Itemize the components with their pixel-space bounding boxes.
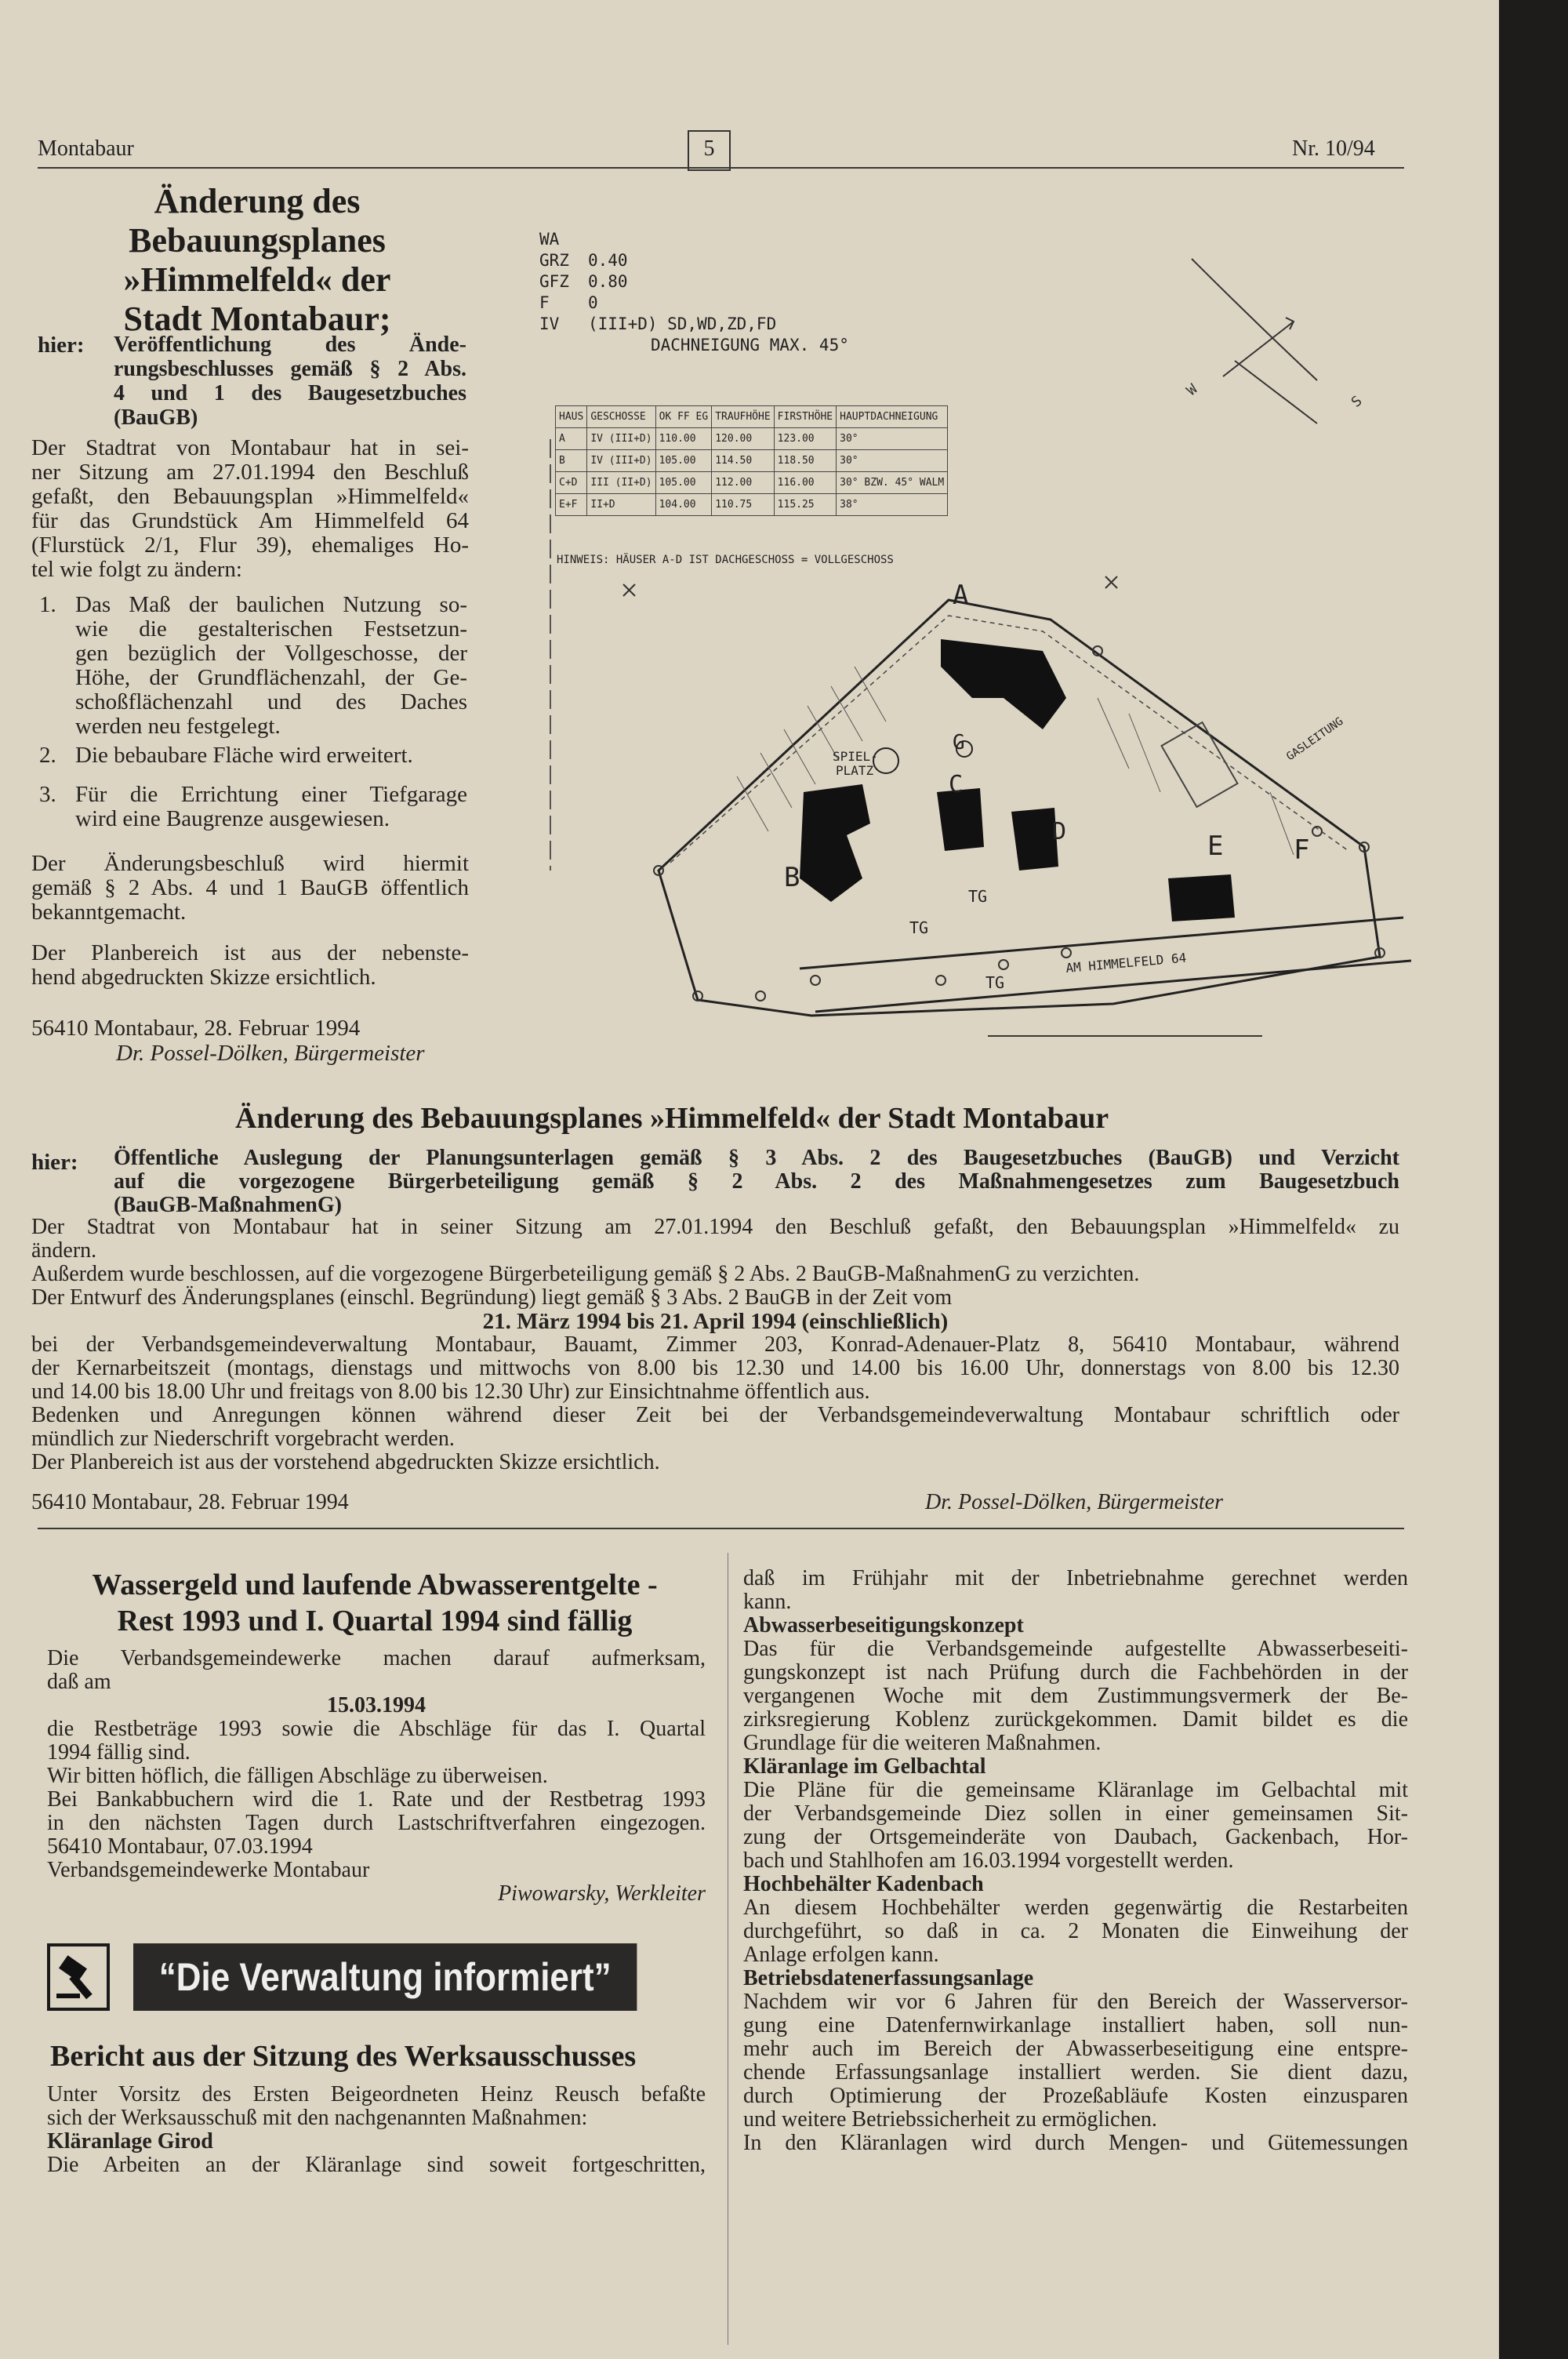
right-line: gungskonzept ist nach Prüfung durch die Fachbehörden in der [743, 1660, 1408, 1685]
right-subheading: Kläranlage im Gelbachtal [743, 1754, 986, 1779]
item-number: 3. [39, 782, 56, 807]
article3-date: 15.03.1994 [327, 1693, 426, 1717]
table-cell: 105.00 [655, 450, 712, 472]
table-header-cell: OK FF EG [655, 406, 712, 428]
article2-place-date: 56410 Montabaur, 28. Februar 1994 [31, 1490, 349, 1514]
building-d [1011, 808, 1058, 871]
table-cell: 38° [837, 494, 948, 516]
article3-body [47, 1647, 706, 1906]
table-cell: III (II+D) [587, 472, 655, 494]
article1-hier-label: hier: [38, 333, 85, 358]
zoning-value: (III+D) SD,WD,ZD,FD [588, 314, 777, 333]
table-header-cell: FIRSTHÖHE [774, 406, 836, 428]
building-a [941, 639, 1066, 729]
right-column [743, 1567, 1408, 2155]
article1-subject-line: (BauGB) [114, 405, 198, 430]
right-subheading: Betriebsdatenerfassungsanlage [743, 1966, 1034, 1990]
article2-line: Der Planbereich ist aus der vorstehend abgedruckten Skizze ersichtlich. [31, 1450, 660, 1474]
table-cell: 30° [837, 450, 948, 472]
table-cell: IV (III+D) [587, 428, 655, 450]
article1-subject-line: Veröffentlichung des Ände- [114, 333, 466, 357]
article1-title-line: »Himmelfeld« der [123, 260, 391, 299]
article3-place-date: 56410 Montabaur, 07.03.1994 [47, 1834, 313, 1859]
article4-subheading: Kläranlage Girod [47, 2129, 213, 2154]
building-e-f [1168, 874, 1235, 921]
zoning-value: 0.40 [588, 251, 628, 270]
article2-title: Änderung des Bebauungsplanes »Himmelfeld« der Stadt Montabaur [235, 1102, 1109, 1135]
article1-intro-line: tel wie folgt zu ändern: [31, 557, 242, 582]
article4-line: Die Arbeiten an der Kläranlage sind soweit fortgeschritten, [47, 2153, 706, 2177]
article1-intro-line: Der Stadtrat von Montabaur hat in sei- [31, 435, 469, 460]
right-line: Nachdem wir vor 6 Jahren für den Bereich der Wasserversor- [743, 1990, 1408, 2014]
item-text [75, 743, 467, 768]
table-cell: E+F [556, 494, 587, 516]
article1-intro-line: ner Sitzung am 27.01.1994 den Beschluß [31, 460, 469, 485]
article1-intro-line: für das Grundstück Am Himmelfeld 64 [31, 508, 469, 533]
article3-title-line: Rest 1993 und I. Quartal 1994 sind fällig [117, 1605, 633, 1637]
compass-icon [1192, 259, 1317, 423]
table-cell: 118.50 [774, 450, 836, 472]
zoning-value: 0 [588, 293, 598, 312]
table-cell: 30° BZW. 45° WALM [837, 472, 948, 494]
table-cell: 116.00 [774, 472, 836, 494]
article1-subject [114, 333, 466, 430]
article3-title [38, 1567, 712, 1639]
table-cell: 114.50 [712, 450, 774, 472]
compass-w: W [1183, 380, 1201, 399]
street-label: AM HIMMELFELD 64 [1065, 950, 1187, 976]
article1-plan-ref [31, 941, 469, 990]
article2-line: der Kernarbeitszeit (montags, dienstags und mittwochs von 8.00 bis 12.30 und 14.00 bis 16.00 Uhr, donnerstags von 8.00 bis 12.30 [31, 1356, 1399, 1380]
tg-label: TG [968, 887, 988, 906]
right-line: In den Kläranlagen wird durch Mengen- und Gütemessungen [743, 2131, 1408, 2155]
item-line: wie die gestalterischen Festsetzun- [75, 616, 467, 642]
right-line: mehr auch im Bereich der Abwasserbeseitigung eine entspre- [743, 2037, 1408, 2061]
table-cell: C+D [556, 472, 587, 494]
house-label-d: D [1052, 818, 1067, 845]
zoning-value: DACHNEIGUNG MAX. 45° [651, 336, 849, 354]
article1-title-line: Stadt Montabaur; [123, 300, 391, 338]
table-cell: 115.25 [774, 494, 836, 516]
article3-line: Die Verbandsgemeindewerke machen darauf aufmerksam, [47, 1646, 706, 1670]
table-cell: A [556, 428, 587, 450]
house-label-f: F [1294, 834, 1310, 866]
article3-org: Verbandsgemeindewerke Montabaur [47, 1858, 370, 1882]
article4-title: Bericht aus der Sitzung des Werksausschusses [50, 2040, 637, 2073]
right-line: Grundlage für die weiteren Maßnahmen. [743, 1731, 1102, 1755]
item-line: wird eine Baugrenze ausgewiesen. [75, 806, 390, 831]
item-number: 2. [39, 743, 56, 768]
zoning-value: 0.80 [588, 272, 628, 291]
header-issue: Nr. 10/94 [1292, 136, 1375, 161]
house-label-g: G [953, 731, 965, 754]
table-cell: 123.00 [774, 428, 836, 450]
notice-line: Der Änderungsbeschluß wird hiermit [31, 851, 469, 876]
article1-signature: Dr. Possel-Dölken, Bürgermeister [116, 1041, 425, 1066]
item-text [75, 783, 467, 831]
article3-signature: Piwowarsky, Werkleiter [498, 1881, 706, 1906]
article2-dates: 21. März 1994 bis 21. April 1994 (einschließlich) [482, 1309, 949, 1334]
item-line: Höhe, der Grundflächenzahl, der Ge- [75, 665, 467, 690]
article1-place-date: 56410 Montabaur, 28. Februar 1994 [31, 1016, 361, 1041]
table-header-cell: TRAUFHÖHE [712, 406, 774, 428]
house-label-a: A [953, 580, 969, 611]
zoning-key: IV [539, 314, 560, 333]
article4-line: Unter Vorsitz des Ersten Beigeordneten Heinz Reusch befaßte [47, 2082, 706, 2106]
article2-line: Der Entwurf des Änderungsplanes (einschl. Begründung) liegt gemäß § 3 Abs. 2 BauGB in der Zeit vom [31, 1285, 953, 1310]
article3-line: 1994 fällig sind. [47, 1740, 191, 1765]
house-label-c: C [949, 771, 964, 798]
item-line: schoßflächenzahl und des Daches [75, 689, 467, 714]
table-cell: II+D [587, 494, 655, 516]
table-cell: 104.00 [655, 494, 712, 516]
right-line: vergangenen Woche mit dem Zustimmungsvermerk der Be- [743, 1684, 1408, 1708]
article1-subject-line: rungsbeschlusses gemäß § 2 Abs. [114, 357, 466, 381]
article1-subject-line: 4 und 1 des Baugesetzbuches [114, 381, 466, 405]
item-line: Für die Errichtung einer Tiefgarage [75, 782, 467, 807]
article2-line: und 14.00 bis 18.00 Uhr und freitags von 8.00 bis 12.30 Uhr) zur Einsichtnahme öffentlich aus. [31, 1379, 870, 1404]
right-line: und weitere Betriebssicherheit zu ermöglichen. [743, 2107, 1157, 2132]
article-himmelfeld-change [38, 182, 477, 339]
right-line: An diesem Hochbehälter werden gegenwärtig die Restarbeiten [743, 1896, 1408, 1920]
compass-s: S [1348, 392, 1366, 411]
item-line: gen bezüglich der Vollgeschosse, der [75, 641, 467, 666]
zoning-key: GFZ [539, 272, 569, 291]
right-line: zung der Ortsgemeinderäte von Daubach, Gackenbach, Hor- [743, 1825, 1408, 1849]
article2-hier-label: hier: [31, 1150, 78, 1175]
right-subheading: Hochbehälter Kadenbach [743, 1872, 984, 1896]
item-line: werden neu festgelegt. [75, 714, 281, 739]
right-line: zirksregierung Koblenz zurückgekommen. Damit bildet es die [743, 1707, 1408, 1732]
zoning-key: F [539, 293, 550, 312]
plan-bottom-rule [988, 1035, 1262, 1037]
house-label-b: B [784, 862, 800, 893]
right-line: Die Pläne für die gemeinsame Kläranlage im Gelbachtal mit [743, 1778, 1408, 1802]
article2-subject-line: auf die vorgezogene Bürgerbeteiligung gemäß § 2 Abs. 2 des Maßnahmengesetzes zum Baugesetzbuch [114, 1169, 1399, 1194]
playground-label: PLATZ [836, 763, 874, 778]
page-number: 5 [703, 136, 715, 161]
notice-line: gemäß § 2 Abs. 4 und 1 BauGB öffentlich [31, 875, 469, 900]
verwaltung-banner [47, 1943, 706, 2011]
article1-title-line: Änderung des [154, 182, 361, 220]
table-header-cell: GESCHOSSE [587, 406, 655, 428]
table-cell: 30° [837, 428, 948, 450]
table-cell: 110.00 [655, 428, 712, 450]
table-cell: 112.00 [712, 472, 774, 494]
article3-line: Wir bitten höflich, die fälligen Abschläge zu überweisen. [47, 1764, 548, 1788]
site-plan-drawing [502, 227, 1411, 1090]
gavel-icon [47, 1943, 110, 2011]
article2-line: Außerdem wurde beschlossen, auf die vorgezogene Bürgerbeteiligung gemäß § 2 Abs. 2 BauGB-MaßnahmenG zu verzichten. [31, 1262, 1140, 1286]
right-line: der Verbandsgemeinde Diez sollen in einer gemeinsamen Sit- [743, 1801, 1408, 1826]
item-line: Die bebaubare Fläche wird erweitert. [75, 743, 413, 768]
right-line: Anlage erfolgen kann. [743, 1943, 939, 1967]
article2-signature: Dr. Possel-Dölken, Bürgermeister [925, 1490, 1224, 1514]
tg-label: TG [909, 918, 929, 937]
article1-title-line: Bebauungsplanes [129, 221, 386, 260]
item-number: 1. [39, 592, 56, 617]
item-line: Das Maß der baulichen Nutzung so- [75, 592, 467, 617]
article3-title-line: Wassergeld und laufende Abwasserentgelte - [92, 1568, 658, 1601]
section-rule [38, 1528, 1404, 1529]
tg-label: TG [985, 973, 1005, 992]
playground-label: SPIEL- [833, 749, 878, 764]
article2-body [31, 1216, 1399, 1474]
right-line: durch Optimierung der Prozeßabläufe Kosten einzusparen [743, 2084, 1408, 2108]
table-header-cell: HAUPTDACHNEIGUNG [837, 406, 948, 428]
right-line: gung eine Datenfernwirkanlage installiert haben, soll nun- [743, 2013, 1408, 2037]
article1-notice [31, 852, 469, 925]
hatched-area [1162, 722, 1238, 807]
table-cell: 105.00 [655, 472, 712, 494]
plan-ref-line: Der Planbereich ist aus der nebenste- [31, 940, 469, 965]
table-header-cell: HAUS [556, 406, 587, 428]
article2-line: bei der Verbandsgemeindeverwaltung Montabaur, Bauamt, Zimmer 203, Konrad-Adenauer-Platz 8, 56410 Montabaur, während [31, 1332, 1399, 1357]
article3-line: in den nächsten Tagen durch Lastschriftverfahren eingezogen. [47, 1811, 706, 1835]
zoning-key: GRZ [539, 251, 569, 270]
banner-title: “Die Verwaltung informiert” [133, 1943, 637, 2011]
header-rule [38, 167, 1404, 169]
table-cell: IV (III+D) [587, 450, 655, 472]
right-line: daß im Frühjahr mit der Inbetriebnahme gerechnet werden [743, 1566, 1408, 1590]
plan-ref-line: hend abgedruckten Skizze ersichtlich. [31, 965, 376, 990]
article4-line: sich der Werksausschuß mit den nachgenannten Maßnahmen: [47, 2106, 588, 2130]
house-label-e: E [1207, 831, 1224, 862]
header-place: Montabaur [38, 136, 134, 161]
article2-line: mündlich zur Niederschrift vorgebracht werden. [31, 1427, 455, 1451]
right-line: Das für die Verbandsgemeinde aufgestellte Abwasserbeseiti- [743, 1637, 1408, 1661]
article1-intro [31, 436, 469, 582]
article2-subject-line: (BauGB-MaßnahmenG) [114, 1193, 342, 1217]
right-line: chende Erfassungsanlage installiert werden. Sie dient dazu, [743, 2060, 1408, 2085]
article1-intro-line: gefaßt, den Bebauungsplan »Himmelfeld« [31, 484, 469, 509]
table-cell: B [556, 450, 587, 472]
table-cell: 110.75 [712, 494, 774, 516]
right-line: bach und Stahlhofen am 16.03.1994 vorgestellt werden. [743, 1848, 1234, 1873]
article2-subject [114, 1147, 1399, 1217]
article1-intro-line: (Flurstück 2/1, Flur 39), ehemaliges Ho- [31, 533, 469, 558]
article4-body [47, 2083, 706, 2177]
table-cell: 120.00 [712, 428, 774, 450]
cross-marks [623, 576, 1117, 596]
right-subheading: Abwasserbeseitigungskonzept [743, 1613, 1024, 1637]
zoning-key: WA [539, 230, 560, 249]
right-line: kann. [743, 1590, 792, 1614]
notice-line: bekanntgemacht. [31, 900, 187, 925]
article2-line: Der Stadtrat von Montabaur hat in seiner Sitzung am 27.01.1994 den Beschluß gefaßt, den Bebauungsplan »Himmelfeld« zu [31, 1215, 1399, 1239]
article2-subject-line: Öffentliche Auslegung der Planungsunterlagen gemäß § 3 Abs. 2 des Baugesetzbuches (BauGB) und Verzicht [114, 1146, 1399, 1170]
plan-note: HINWEIS: HÄUSER A-D IST DACHGESCHOSS = VOLLGESCHOSS [557, 554, 894, 566]
article3-line: die Restbeträge 1993 sowie die Abschläge für das I. Quartal [47, 1717, 706, 1741]
article3-line: daß am [47, 1670, 111, 1694]
right-line: durchgeführt, so daß in ca. 2 Monaten die Einweihung der [743, 1919, 1408, 1943]
article2-line: Bedenken und Anregungen können während dieser Zeit bei der Verbandsgemeindeverwaltung Montabaur schriftlich oder [31, 1403, 1399, 1427]
article3-line: Bei Bankabbuchern wird die 1. Rate und der Restbetrag 1993 [47, 1787, 706, 1812]
item-text [75, 593, 467, 739]
gas-line-label: GASLEITUNG [1284, 714, 1346, 764]
building-b [800, 784, 870, 902]
article2-line: ändern. [31, 1238, 97, 1263]
